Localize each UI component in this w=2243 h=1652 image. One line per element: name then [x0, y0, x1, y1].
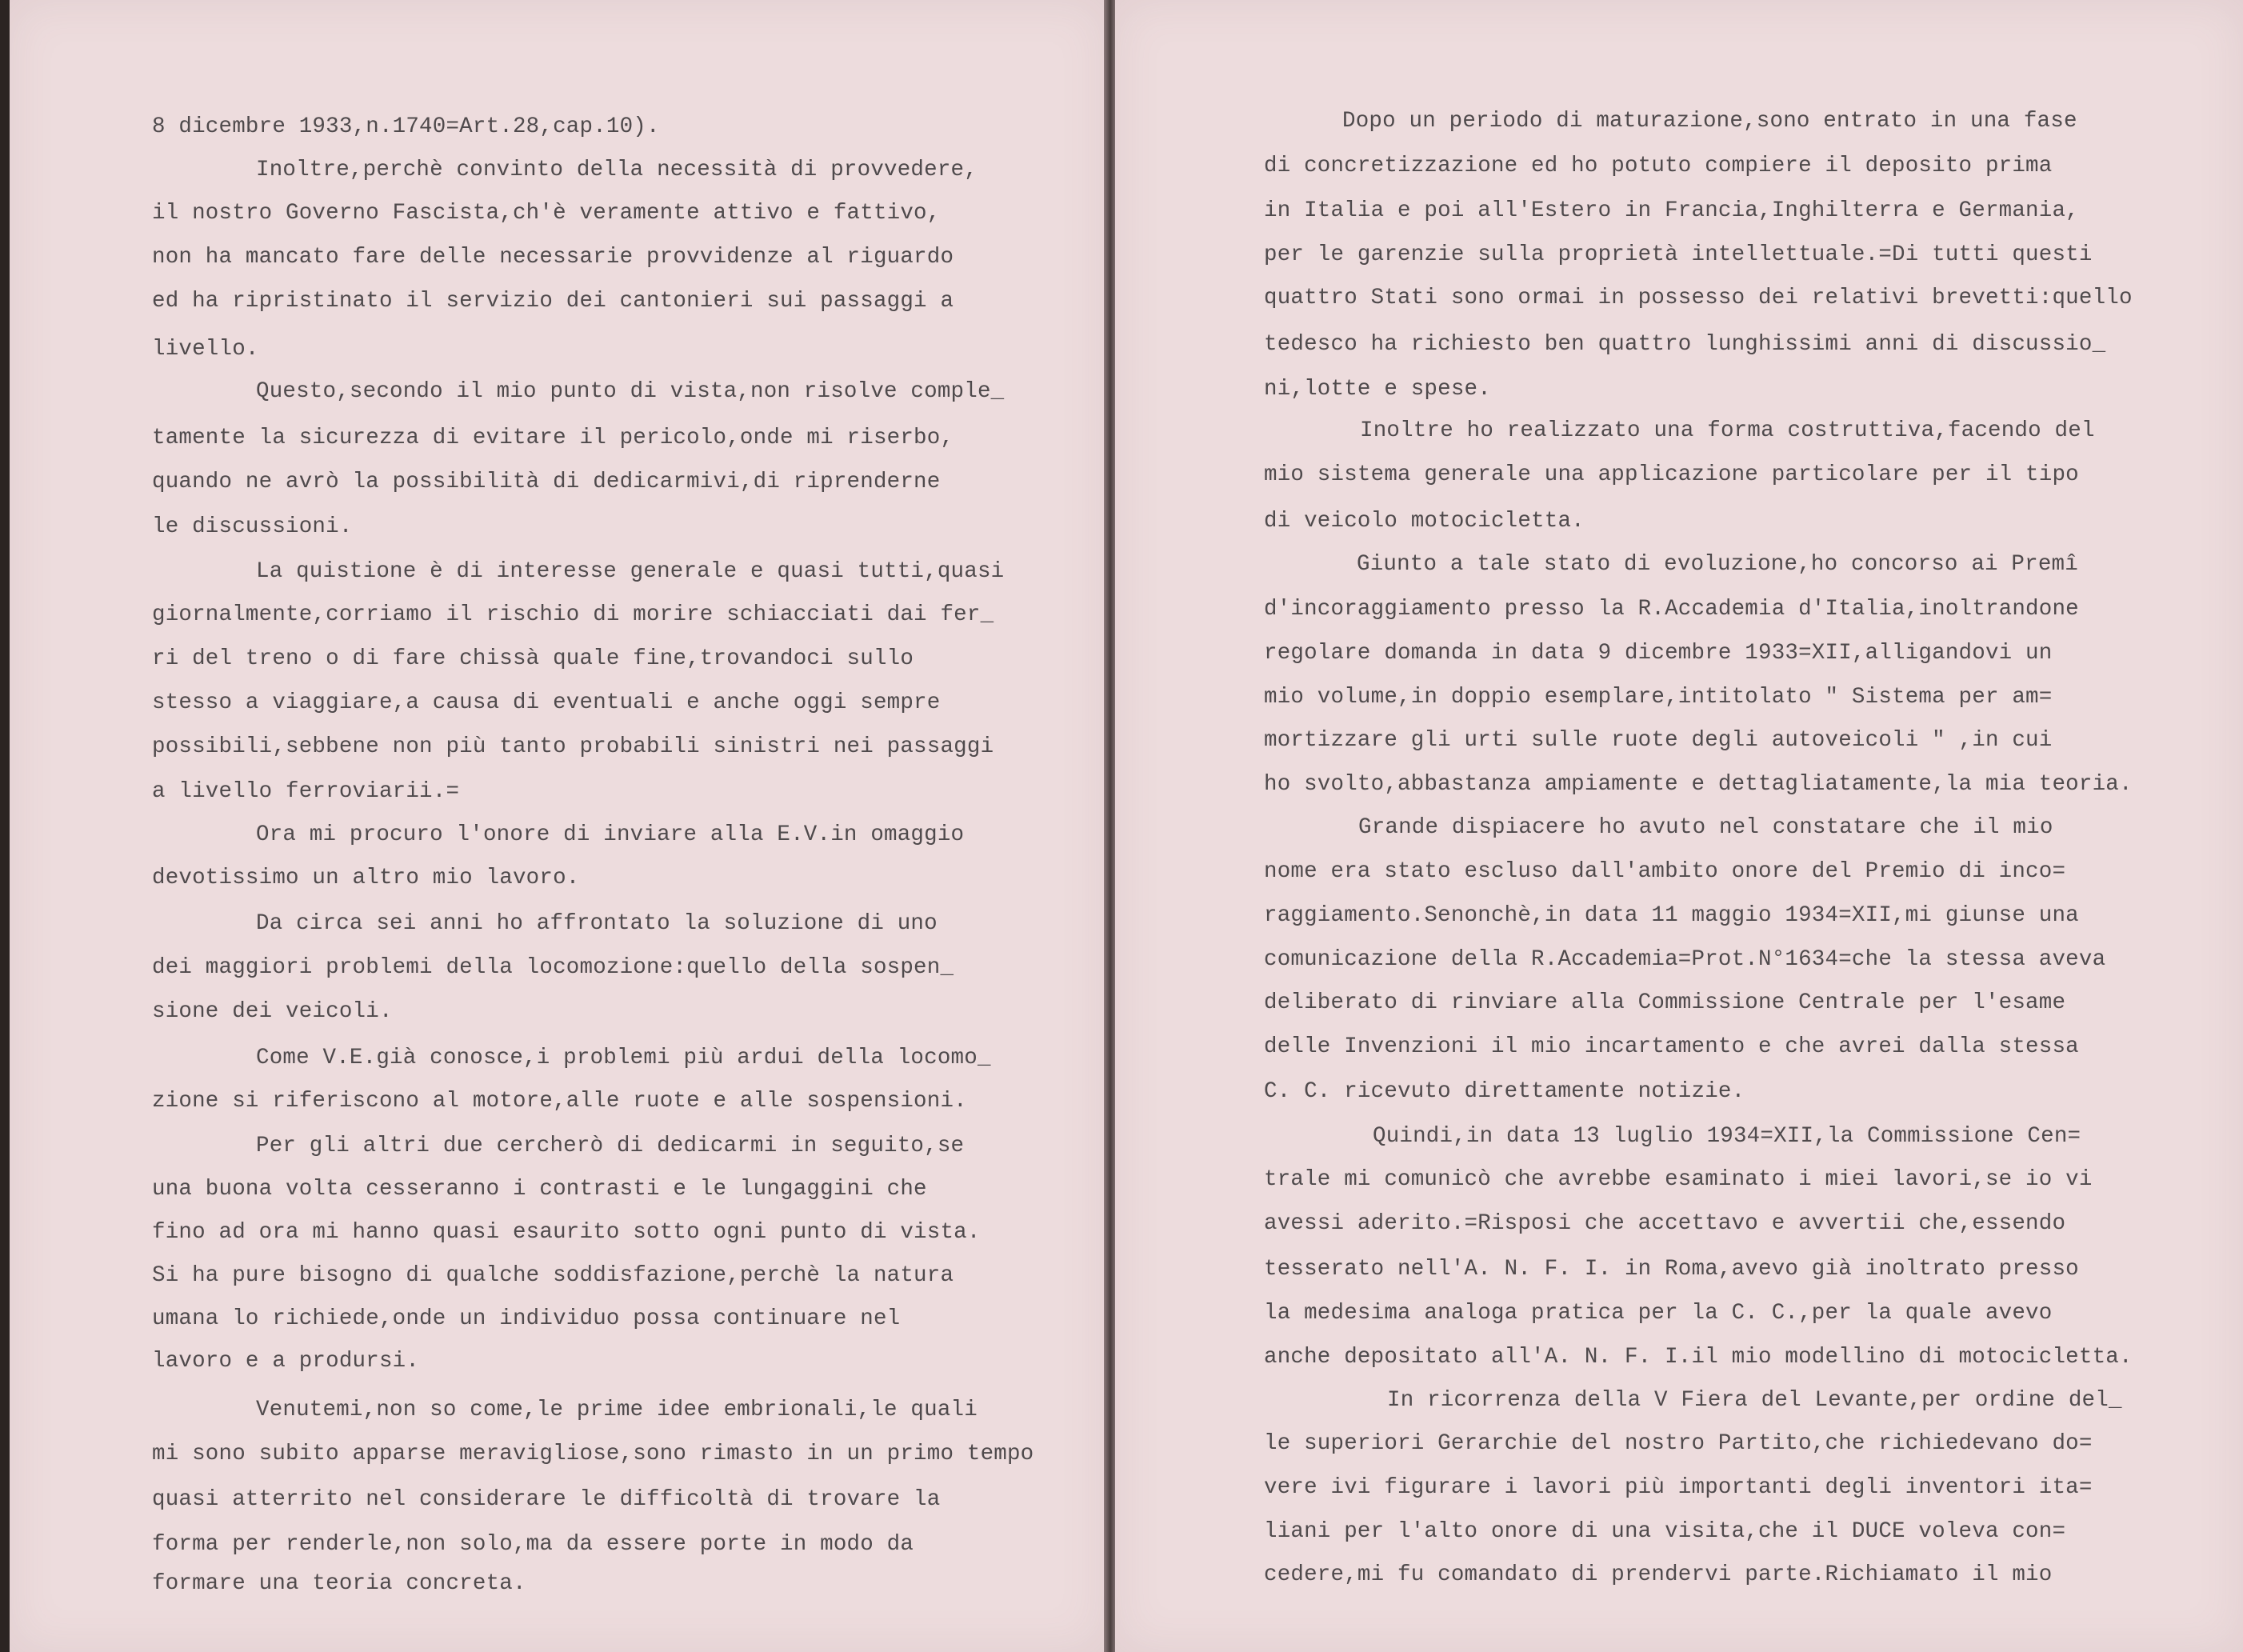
text-line: tamente la sicurezza di evitare il pericolo,onde mi riserbo,: [152, 426, 954, 450]
text-line: liani per l'alto onore di una visita,che il DUCE voleva con=: [1264, 1519, 2066, 1544]
text-line: stesso a viaggiare,a causa di eventuali e anche oggi sempre: [152, 690, 941, 715]
text-line: Venutemi,non so come,le prime idee embrionali,le quali: [256, 1398, 978, 1422]
text-line: anche depositato all'A. N. F. I.il mio modellino di motocicletta.: [1264, 1345, 2133, 1370]
text-line: 8 dicembre 1933,n.1740=Art.28,cap.10).: [152, 114, 660, 139]
text-line: dei maggiori problemi della locomozione:quello della sospen_: [152, 955, 954, 980]
text-line: In ricorrenza della V Fiera del Levante,per ordine del_: [1387, 1388, 2122, 1413]
text-line: mi sono subito apparse meravigliose,sono rimasto in un primo tempo: [152, 1442, 1034, 1466]
text-line: Da circa sei anni ho affrontato la soluzione di uno: [256, 911, 938, 936]
text-line: Grande dispiacere ho avuto nel constatare che il mio: [1358, 815, 2053, 840]
text-line: sione dei veicoli.: [152, 999, 393, 1024]
text-line: tedesco ha richiesto ben quattro lunghissimi anni di discussio_: [1264, 332, 2106, 357]
text-line: le discussioni.: [152, 514, 353, 539]
text-line: Giunto a tale stato di evoluzione,ho concorso ai Premî: [1357, 552, 2078, 577]
text-line: mio volume,in doppio esemplare,intitolato " Sistema per am=: [1264, 685, 2053, 710]
text-line: fino ad ora mi hanno quasi esaurito sotto ogni punto di vista.: [152, 1220, 981, 1245]
text-line: ho svolto,abbastanza ampiamente e dettagliatamente,la mia teoria.: [1264, 772, 2133, 797]
text-line: forma per renderle,non solo,ma da essere porte in modo da: [152, 1532, 914, 1557]
text-line: ed ha ripristinato il servizio dei cantonieri sui passaggi a: [152, 289, 954, 314]
text-line: livello.: [152, 337, 259, 362]
text-line: umana lo richiede,onde un individuo possa continuare nel: [152, 1306, 901, 1331]
text-line: Ora mi procuro l'onore di inviare alla E.V.in omaggio: [256, 822, 965, 847]
text-line: comunicazione della R.Accademia=Prot.N°1634=che la stessa aveva: [1264, 947, 2106, 972]
text-line: avessi aderito.=Risposi che accettavo e avvertii che,essendo: [1264, 1211, 2066, 1236]
text-line: Dopo un periodo di maturazione,sono entrato in una fase: [1342, 109, 2077, 134]
text-line: a livello ferroviarii.=: [152, 779, 460, 804]
text-line: non ha mancato fare delle necessarie provvidenze al riguardo: [152, 245, 954, 270]
text-line: ni,lotte e spese.: [1264, 377, 1491, 402]
text-line: vere ivi figurare i lavori più importanti degli inventori ita=: [1264, 1475, 2093, 1500]
text-line: Inoltre ho realizzato una forma costruttiva,facendo del: [1360, 418, 2095, 443]
text-line: tesserato nell'A. N. F. I. in Roma,avevo già inoltrato presso: [1264, 1257, 2079, 1282]
text-line: raggiamento.Senonchè,in data 11 maggio 1934=XII,mi giunse una: [1264, 903, 2079, 928]
text-line: C. C. ricevuto direttamente notizie.: [1264, 1079, 1745, 1104]
text-line: una buona volta cesseranno i contrasti e le lungaggini che: [152, 1177, 927, 1202]
text-line: regolare domanda in data 9 dicembre 1933=XII,alligandovi un: [1264, 641, 2053, 666]
text-line: cedere,mi fu comandato di prendervi parte.Richiamato il mio: [1264, 1562, 2053, 1587]
text-line: zione si riferiscono al motore,alle ruote e alle sospensioni.: [152, 1089, 967, 1114]
text-line: La quistione è di interesse generale e quasi tutti,quasi: [256, 559, 1005, 584]
text-line: d'incoraggiamento presso la R.Accademia d'Italia,inoltrandone: [1264, 597, 2079, 622]
text-line: possibili,sebbene non più tanto probabili sinistri nei passaggi: [152, 734, 994, 759]
text-line: quattro Stati sono ormai in possesso dei relativi brevetti:quello: [1264, 286, 2133, 310]
text-line: quando ne avrò la possibilità di dedicarmivi,di riprenderne: [152, 470, 941, 494]
text-line: il nostro Governo Fascista,ch'è veramente attivo e fattivo,: [152, 201, 941, 226]
text-line: Inoltre,perchè convinto della necessità di provvedere,: [256, 158, 978, 182]
text-line: di veicolo motocicletta.: [1264, 509, 1585, 534]
text-line: Questo,secondo il mio punto di vista,non risolve comple_: [256, 379, 1005, 404]
text-line: delle Invenzioni il mio incartamento e che avrei dalla stessa: [1264, 1034, 2079, 1059]
text-line: deliberato di rinviare alla Commissione Centrale per l'esame: [1264, 990, 2066, 1015]
text-line: per le garenzie sulla proprietà intellettuale.=Di tutti questi: [1264, 242, 2093, 267]
text-line: Come V.E.già conosce,i problemi più ardui della locomo_: [256, 1046, 991, 1070]
text-line: devotissimo un altro mio lavoro.: [152, 866, 580, 890]
text-line: la medesima analoga pratica per la C. C.,per la quale avevo: [1264, 1301, 2053, 1326]
text-line: Per gli altri due cercherò di dedicarmi in seguito,se: [256, 1134, 965, 1158]
text-line: trale mi comunicò che avrebbe esaminato i miei lavori,se io vi: [1264, 1167, 2093, 1192]
text-line: in Italia e poi all'Estero in Francia,Inghilterra e Germania,: [1264, 198, 2079, 223]
text-line: nome era stato escluso dall'ambito onore del Premio di inco=: [1264, 859, 2066, 884]
text-line: lavoro e a prodursi.: [152, 1349, 420, 1374]
text-line: Si ha pure bisogno di qualche soddisfazione,perchè la natura: [152, 1263, 954, 1288]
text-line: formare una teoria concreta.: [152, 1571, 526, 1596]
text-line: giornalmente,corriamo il rischio di morire schiacciati dai fer_: [152, 602, 994, 627]
text-line: ri del treno o di fare chissà quale fine,trovandoci sullo: [152, 646, 914, 671]
text-line: mortizzare gli urti sulle ruote degli autoveicoli " ,in cui: [1264, 728, 2053, 753]
text-line: mio sistema generale una applicazione particolare per il tipo: [1264, 462, 2079, 487]
text-line: Quindi,in data 13 luglio 1934=XII,la Commissione Cen=: [1373, 1124, 2081, 1149]
text-line: di concretizzazione ed ho potuto compiere il deposito prima: [1264, 154, 2053, 178]
text-line: le superiori Gerarchie del nostro Partito,che richiedevano do=: [1264, 1431, 2093, 1456]
text-line: quasi atterrito nel considerare le difficoltà di trovare la: [152, 1487, 941, 1512]
